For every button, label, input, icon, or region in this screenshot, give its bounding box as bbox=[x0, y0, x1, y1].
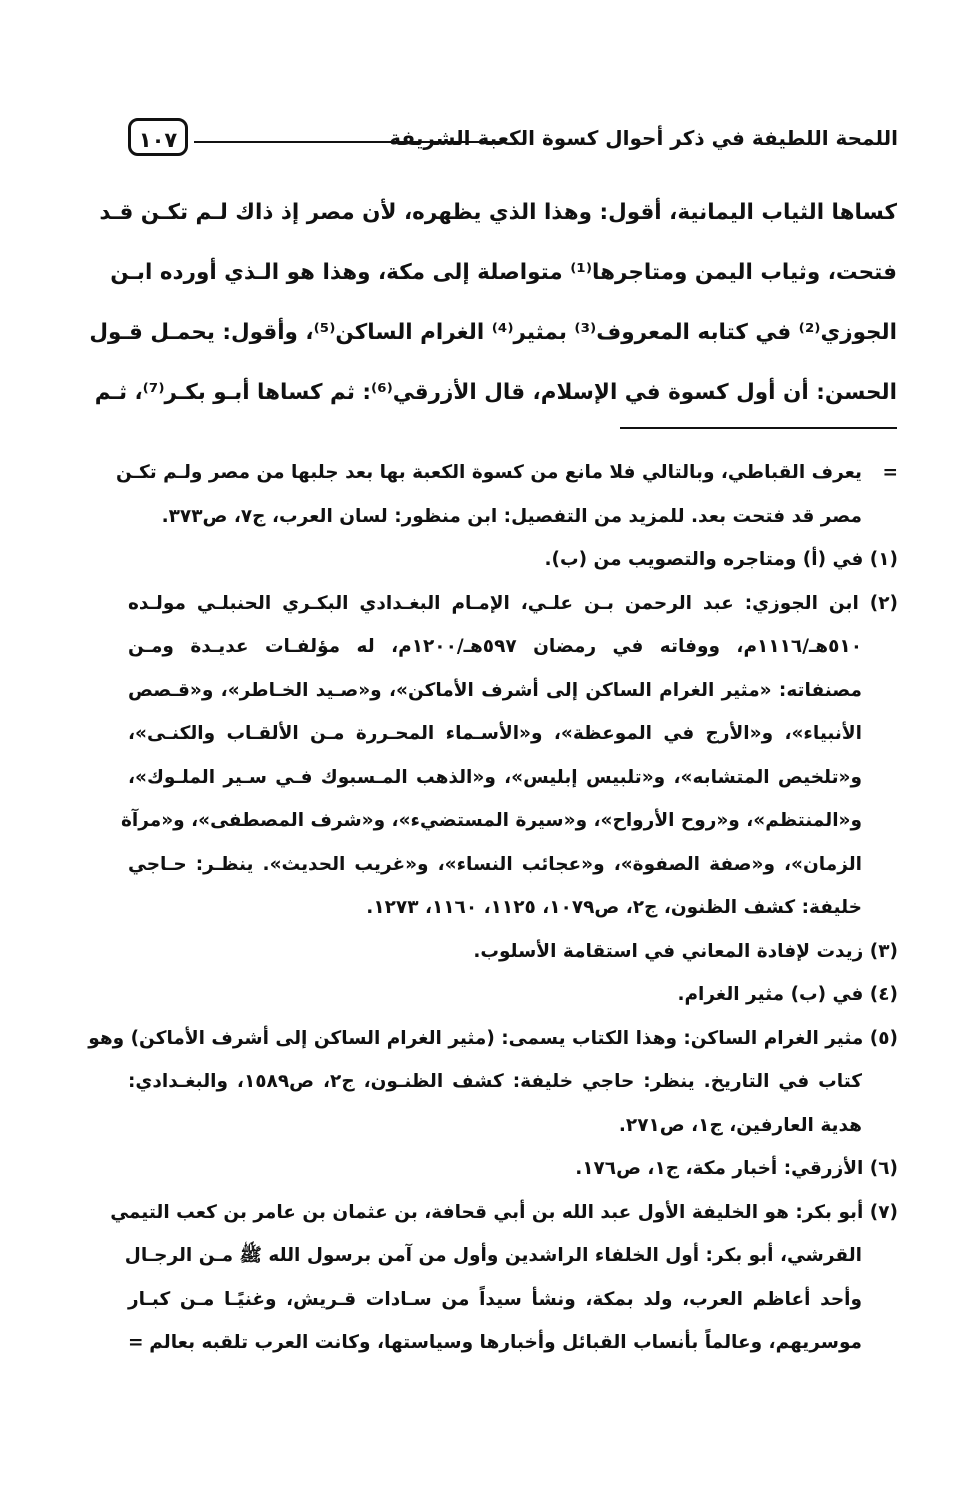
body-line: الجوزي⁽²⁾ في كتابه المعروف⁽³⁾ بمثير⁽⁴⁾ الغرام الساكن⁽⁵⁾، وأقول: يحمـل قـول bbox=[89, 320, 897, 345]
footnote-line: (١) في (أ) ومتاجره والتصويب من (ب). bbox=[544, 549, 898, 570]
footnote-line: مصنفاته: «مثير الغرام الساكن إلى أشرف الأماكن»، و«صـيد الخـاطر»، و«قـصص bbox=[128, 679, 862, 701]
footnote-6 bbox=[128, 1147, 898, 1191]
header-title: اللمحة اللطيفة في ذكر أحوال كسوة الكعبة الشريفة bbox=[383, 126, 898, 150]
footnote-line: يعرف القباطي، وبالتالي فلا مانع من كسوة الكعبة بها بعد جلبها من مصر ولـم تكـن bbox=[116, 462, 862, 483]
main-text bbox=[89, 183, 897, 423]
footnote-7 bbox=[110, 1191, 898, 1365]
footnote-line: موسريهم، وعالماً بأنساب القبائل وأخبارها وسياستها، وكانت العرب تلقبه بعالم bbox=[149, 1332, 862, 1353]
header-rule bbox=[194, 141, 506, 143]
footnote-line: (٣) زيدت لإفادة المعاني في استقامة الأسلوب. bbox=[473, 940, 898, 962]
footnote-1 bbox=[128, 538, 898, 582]
footnote-line: (٥) مثير الغرام الساكن: وهذا الكتاب يسمى: (مثير الغرام الساكن إلى أشرف الأماكن) وهو bbox=[88, 1027, 898, 1049]
footnote-continuation bbox=[116, 451, 898, 538]
footnote-line: الزمان»، و«صفة الصفوة»، و«عجائب النساء»، و«غريب الحديث». ينظـر: حـاجي bbox=[128, 853, 862, 875]
footnote-line: مصر قد فتحت بعد. للمزيد من التفصيل: ابن منظور: لسان العرب، ج٧، ص٣٧٣. bbox=[161, 505, 862, 527]
footnote-line: (٦) الأزرقي: أخبار مكة، ج١، ص١٧٦. bbox=[575, 1158, 898, 1179]
footnote-line: كتاب في التاريخ. ينظر: حاجي خليفة: كشف الظنـون، ج٢، ص١٥٨٩، والبغـدادي: bbox=[128, 1071, 863, 1092]
footnote-line: و«المنتظم»، و«روح الأرواح»، و«سيرة المستضيء»، و«شرف المصطفى»، و«مرآة bbox=[120, 810, 862, 831]
footnote-line: ٥١٠هـ/١١١٦م، ووفاته في رمضان ٥٩٧هـ/١٢٠٠م، له مؤلفـات عديـدة ومـن bbox=[128, 636, 862, 657]
footnote-line: القرشي، أبو بكر: أول الخلفاء الراشدين وأول من آمن برسول الله ﷺ مـن الرجـال bbox=[124, 1245, 862, 1266]
continuation-marker: = bbox=[128, 1332, 144, 1353]
running-header bbox=[128, 118, 898, 164]
footnote-line: (٢) ابن الجوزي: عبد الرحمن بـن علـي، الإمـام البغـدادي البكـري الحنبلـي مولـده bbox=[128, 592, 898, 614]
footnote-2 bbox=[120, 582, 898, 930]
footnote-line: و«تلخيص المتشابه»، و«تلبيس إبليس»، و«الذهب المـسبوك فـي سـير الملـوك»، bbox=[128, 766, 862, 788]
footnote-line: خليفة: كشف الظنون، ج٢، ص١٠٧٩، ١١٢٥، ١١٦٠، ١٢٧٣. bbox=[366, 897, 862, 918]
footnote-line: هدية العارفين، ج١، ص٢٧١. bbox=[618, 1114, 862, 1136]
continuation-marker: = bbox=[882, 462, 898, 483]
footnotes bbox=[88, 451, 898, 1365]
footnote-separator bbox=[620, 427, 897, 429]
body-line: كساها الثياب اليمانية، أقول: وهذا الذي يظهره، لأن مصر إذ ذاك لـم تكـن قـد bbox=[99, 200, 897, 225]
footnote-5 bbox=[88, 1017, 898, 1148]
footnote-3 bbox=[128, 930, 898, 974]
footnote-line: الأنبياء»، و«الأرج في الموعظة»، و«الأسـماء المحـررة مـن الألقـاب والكنـى»، bbox=[128, 723, 862, 744]
footnote-4 bbox=[128, 973, 898, 1017]
footnote-line: وأحد أعاظم العرب، ولد بمكة، ونشأ سيداً من سـادات قـريش، وغنيًـا مـن كبـار bbox=[128, 1288, 862, 1310]
footnote-line: (٧) أبو بكر: هو الخليفة الأول عبد الله بن أبي قحافة، بن عثمان بن عامر بن كعب التيمي bbox=[110, 1201, 898, 1223]
body-line: فتحت، وثياب اليمن ومتاجرها⁽¹⁾ متواصلة إلى مكة، وهذا هو الـذي أورده ابـن bbox=[110, 260, 897, 285]
footnote-line: (٤) في (ب) مثير الغرام. bbox=[677, 984, 898, 1005]
body-line: الحسن: أن أول كسوة في الإسلام، قال الأزرقي⁽⁶⁾: ثم كساها أبـو بكـر⁽⁷⁾، ثـم bbox=[94, 380, 897, 405]
page-number: ١٠٧ bbox=[128, 118, 188, 156]
